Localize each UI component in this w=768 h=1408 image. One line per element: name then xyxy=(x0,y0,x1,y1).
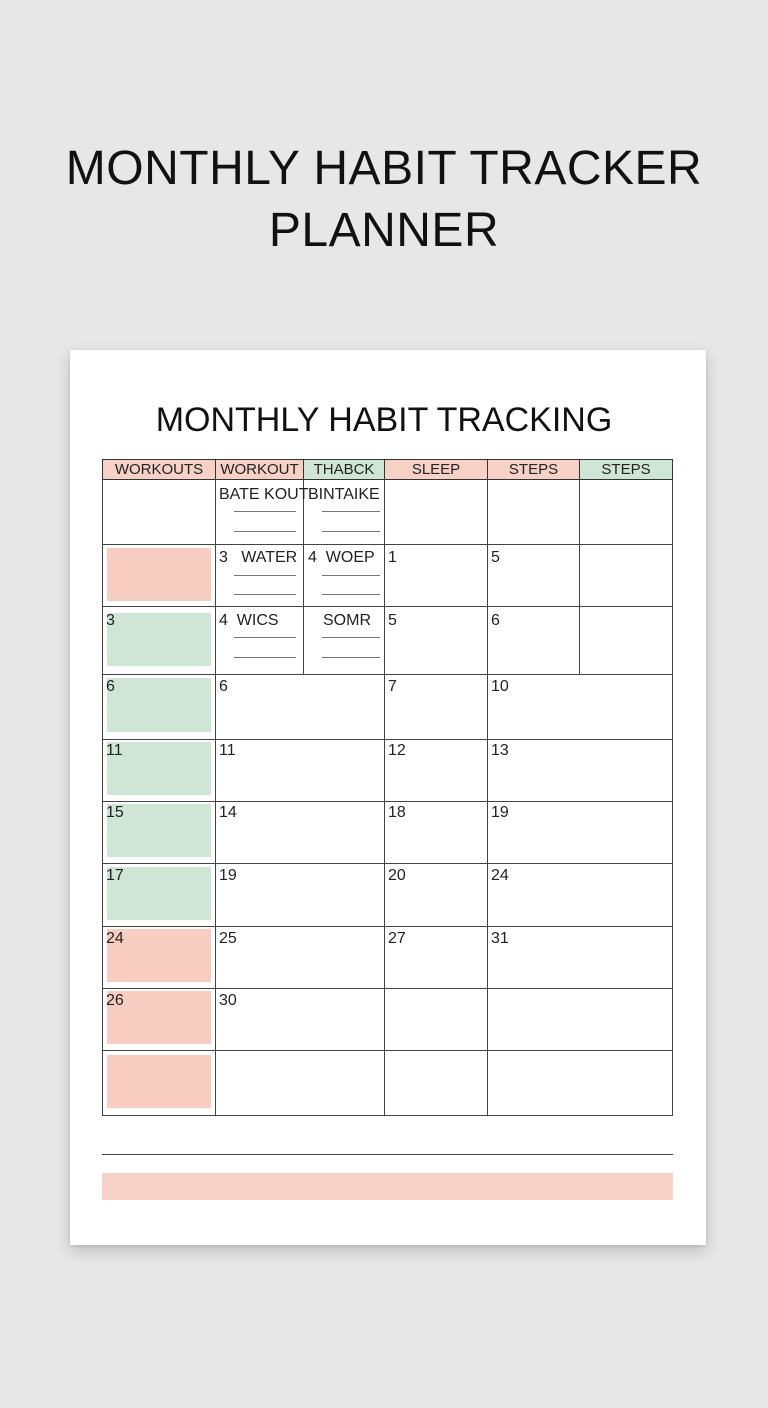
cell-text: 11 xyxy=(219,742,236,759)
grid-line xyxy=(579,479,580,674)
header-workout: WORKOUT xyxy=(215,459,304,480)
grid-line xyxy=(384,479,385,1116)
cell-text: 13 xyxy=(491,742,509,759)
notes-line xyxy=(102,1154,673,1155)
header-steps-2: STEPS xyxy=(579,459,673,480)
grid-line xyxy=(102,739,673,740)
grid-line xyxy=(102,1050,673,1051)
writing-line xyxy=(234,657,296,658)
cell-text: 10 xyxy=(491,678,509,695)
cell-text: 27 xyxy=(388,930,406,947)
grid-line xyxy=(102,544,673,545)
page-title-line-2: PLANNER xyxy=(268,204,500,257)
cell-text: 18 xyxy=(388,804,406,821)
cell-text: 17 xyxy=(106,867,124,884)
cell-text: 15 xyxy=(106,804,124,821)
cell-text: BATE KOUT xyxy=(219,486,309,503)
cell-text: 19 xyxy=(219,867,237,884)
habit-color-block xyxy=(107,548,211,601)
page-title-line-1: MONTHLY HABIT TRACKER xyxy=(65,142,703,195)
grid-line xyxy=(487,479,488,1116)
writing-line xyxy=(322,657,380,658)
grid-line xyxy=(102,1115,673,1116)
cell-text: SOMR xyxy=(323,612,371,629)
cell-text: 4 WICS xyxy=(219,612,279,629)
header-steps: STEPS xyxy=(487,459,580,480)
grid-line xyxy=(672,479,673,1116)
cell-text: 6 xyxy=(106,678,115,695)
writing-line xyxy=(322,531,380,532)
cell-text: 5 xyxy=(491,549,500,566)
grid-line xyxy=(102,988,673,989)
grid-line xyxy=(102,863,673,864)
cell-text: 1 xyxy=(388,549,397,566)
writing-line xyxy=(234,575,296,576)
cell-text: 14 xyxy=(219,804,237,821)
header-workouts: WORKOUTS xyxy=(102,459,216,480)
writing-line xyxy=(234,531,296,532)
cell-text: 24 xyxy=(106,930,124,947)
writing-line xyxy=(322,575,380,576)
writing-line xyxy=(322,637,380,638)
planner-sheet xyxy=(70,350,706,1245)
cell-text: 4 WOEP xyxy=(308,549,375,566)
footer-color-bar xyxy=(102,1173,673,1200)
grid-line xyxy=(215,479,216,1116)
writing-line xyxy=(322,594,380,595)
habit-color-block xyxy=(107,613,211,666)
grid-line xyxy=(102,674,673,675)
writing-line xyxy=(322,511,380,512)
cell-text: 6 xyxy=(219,678,228,695)
cell-text: 20 xyxy=(388,867,406,884)
cell-text: 5 xyxy=(388,612,397,629)
grid-line xyxy=(102,926,673,927)
cell-text: BINTAIKE xyxy=(308,486,380,503)
cell-text: 26 xyxy=(106,992,124,1009)
cell-text: 31 xyxy=(491,930,509,947)
page-title xyxy=(0,138,768,262)
writing-line xyxy=(234,594,296,595)
cell-text: 3 WATER xyxy=(219,549,298,566)
cell-text: 24 xyxy=(491,867,509,884)
cell-text: 12 xyxy=(388,742,406,759)
cell-text: 19 xyxy=(491,804,509,821)
cell-text: 30 xyxy=(219,992,237,1009)
header-sleep: SLEEP xyxy=(384,459,488,480)
grid-line xyxy=(102,479,103,1116)
habit-color-block xyxy=(107,678,211,732)
cell-text: 25 xyxy=(219,930,237,947)
writing-line xyxy=(234,511,296,512)
cell-text: 11 xyxy=(106,742,123,759)
grid-line xyxy=(102,606,673,607)
grid-line xyxy=(303,479,304,674)
header-thabck: THABCK xyxy=(303,459,385,480)
sheet-title: MONTHLY HABIT TRACKING xyxy=(155,401,613,439)
writing-line xyxy=(234,637,296,638)
cell-text: 3 xyxy=(106,612,115,629)
cell-text: 6 xyxy=(491,612,500,629)
cell-text: 7 xyxy=(388,678,397,695)
habit-color-block xyxy=(107,1055,211,1108)
grid-line xyxy=(102,801,673,802)
